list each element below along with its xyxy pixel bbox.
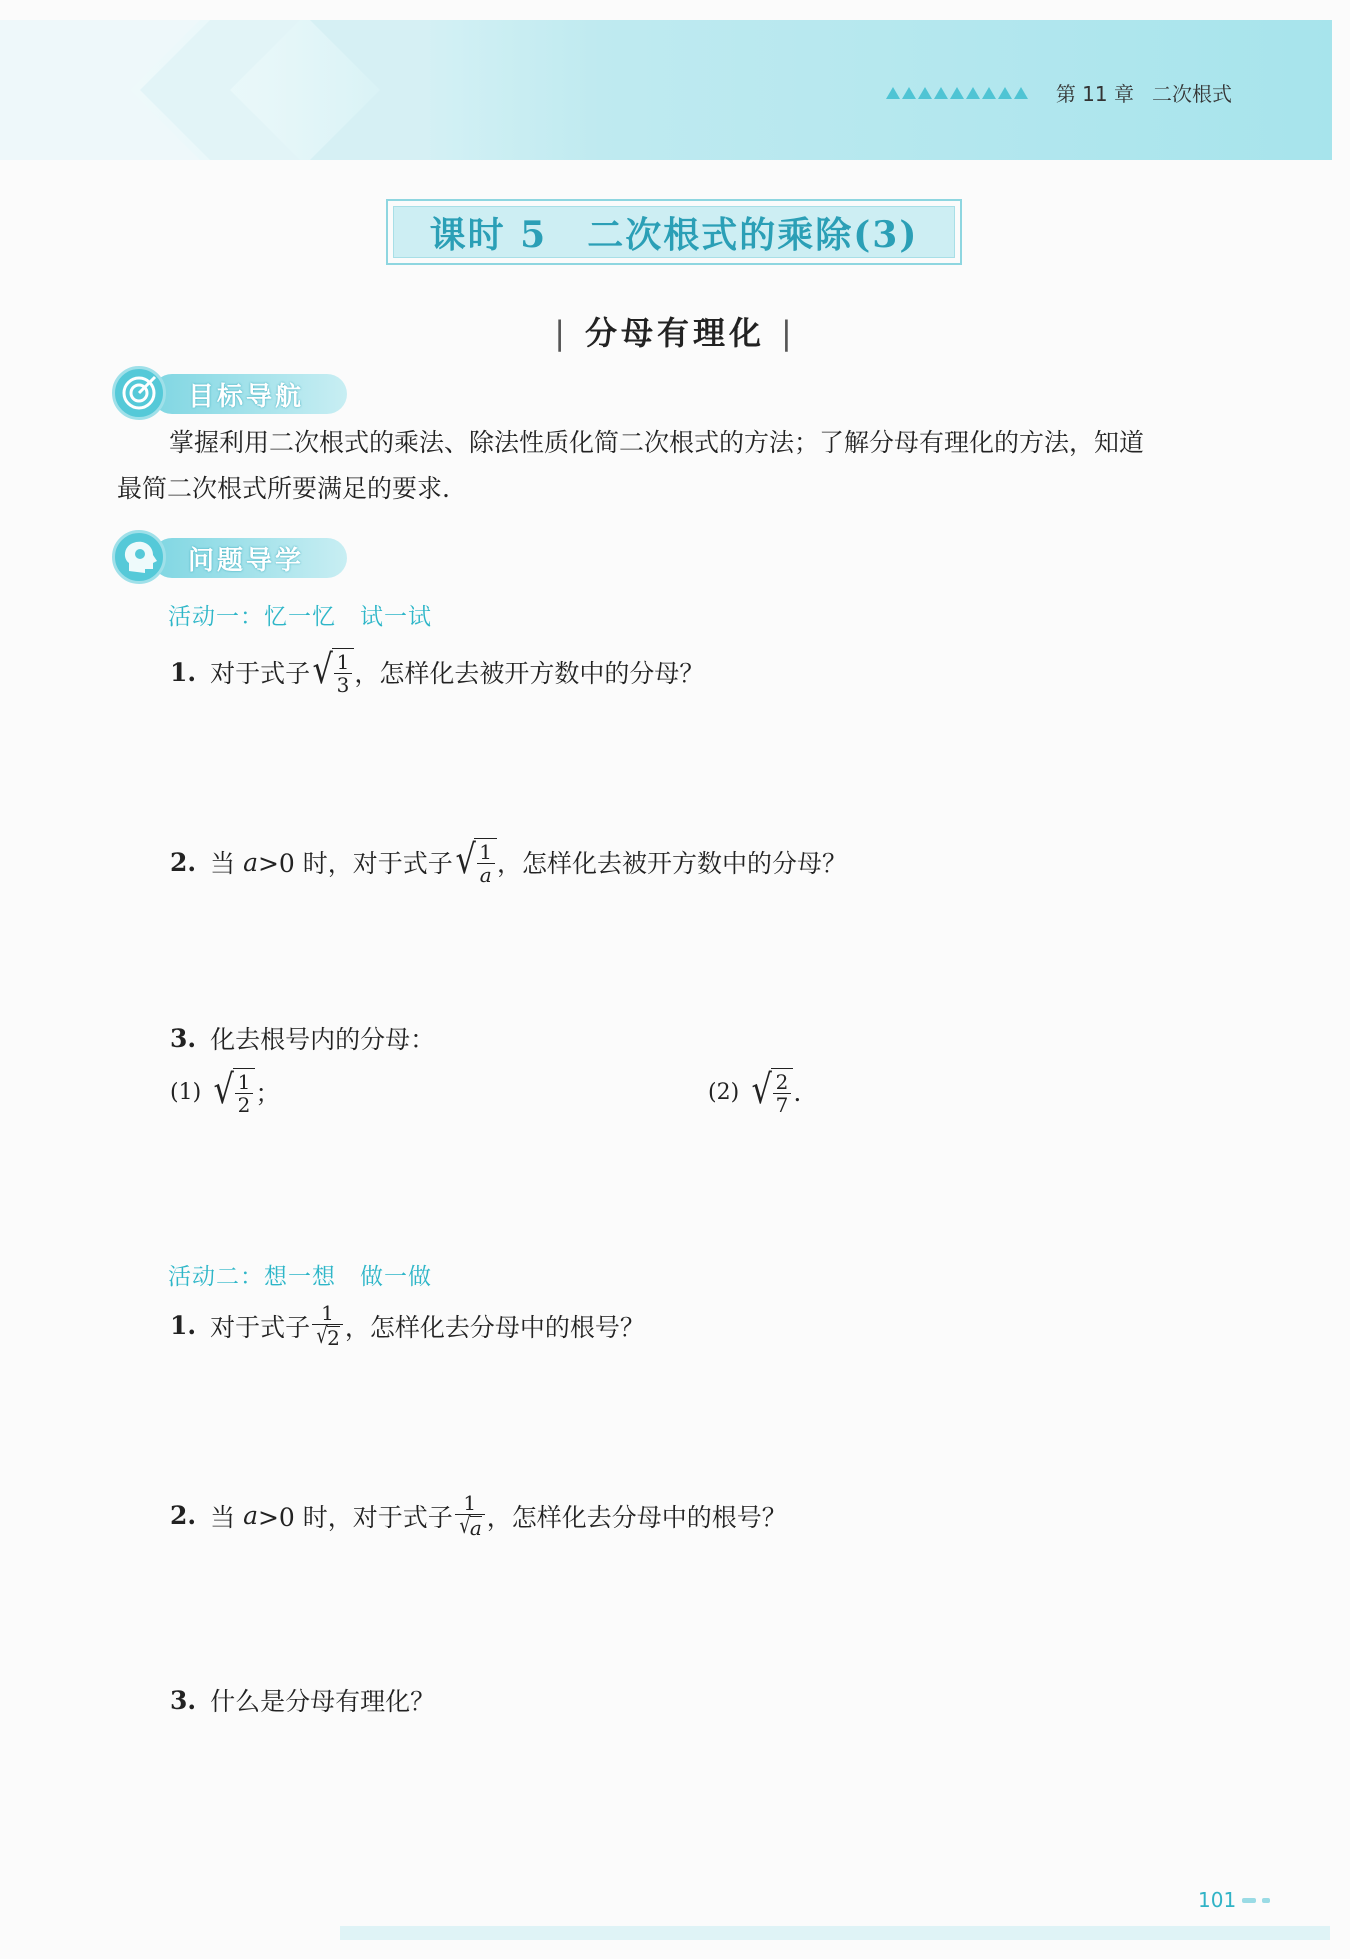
activity2-question-2: 2. 当 a >0 时，对于式子 1 √ a ，怎样化去分母中的根号？ bbox=[170, 1491, 787, 1540]
sqrt-fraction: √ $\frac{2}{7}$ bbox=[749, 1068, 793, 1116]
activity2-question-1: 1. 对于式子 1 √ 2 ，怎样化去分母中的根号？ bbox=[170, 1301, 645, 1350]
fraction-with-root-denominator: 1 √ 2 bbox=[310, 1302, 345, 1349]
triangle-pattern-icon bbox=[886, 87, 1028, 99]
goal-text: 掌握利用二次根式的乘法、除法性质化简二次根式的方法；了解分母有理化的方法，知道 最简二次根式所要满足的要求. bbox=[117, 428, 1145, 503]
guide-badge bbox=[112, 530, 352, 586]
activity1-question-1: 1. 对于式子 √ $\frac{1}{3}$ ，怎样化去被开方数中的分母？ bbox=[170, 647, 705, 697]
activity1-question-2: 2. 当 a >0 时，对于式子 √ $\frac{1}{a}$ ，怎样化去被开方数中的分母？ bbox=[170, 837, 848, 887]
activity1-question-3-part-2: (2) √ $\frac{2}{7}$ . bbox=[708, 1067, 802, 1117]
chapter-number: 第 11 章 bbox=[1055, 82, 1134, 106]
goal-badge-label: 目标导航 bbox=[188, 381, 305, 412]
page-number: 101 bbox=[1198, 1888, 1270, 1912]
lesson-title: 二次根式的乘除(3) bbox=[587, 213, 919, 256]
sqrt-fraction: √ $\frac{1}{3}$ bbox=[310, 648, 354, 696]
activity2-question-3: 3. 什么是分母有理化？ bbox=[170, 1685, 436, 1716]
activity1-question-3: 3. 化去根号内的分母： bbox=[170, 1023, 436, 1054]
footer-band bbox=[340, 1926, 1330, 1940]
chapter-header bbox=[886, 78, 1232, 107]
activity1-title: 活动一：忆一忆 试一试 bbox=[168, 604, 432, 630]
header-chevron-decoration bbox=[0, 20, 430, 160]
goal-badge bbox=[112, 366, 352, 422]
lesson-label: 课时 5 bbox=[429, 213, 548, 256]
activity2-title: 活动二：想一想 做一做 bbox=[168, 1264, 432, 1290]
head-gear-icon bbox=[112, 530, 166, 584]
guide-badge-label: 问题导学 bbox=[188, 545, 305, 576]
lesson-title-box bbox=[386, 199, 962, 265]
activity1-question-3-part-1: (1) √ $\frac{1}{2}$ ； bbox=[170, 1067, 281, 1117]
chapter-title: 二次根式 bbox=[1152, 82, 1232, 106]
sqrt-fraction: √ $\frac{1}{a}$ bbox=[453, 838, 497, 886]
fraction-with-root-denominator: 1 √ a bbox=[453, 1492, 487, 1539]
section-subtitle: | 分母有理化 | bbox=[554, 314, 796, 352]
target-icon bbox=[112, 366, 166, 420]
sqrt-fraction: √ $\frac{1}{2}$ bbox=[211, 1068, 255, 1116]
